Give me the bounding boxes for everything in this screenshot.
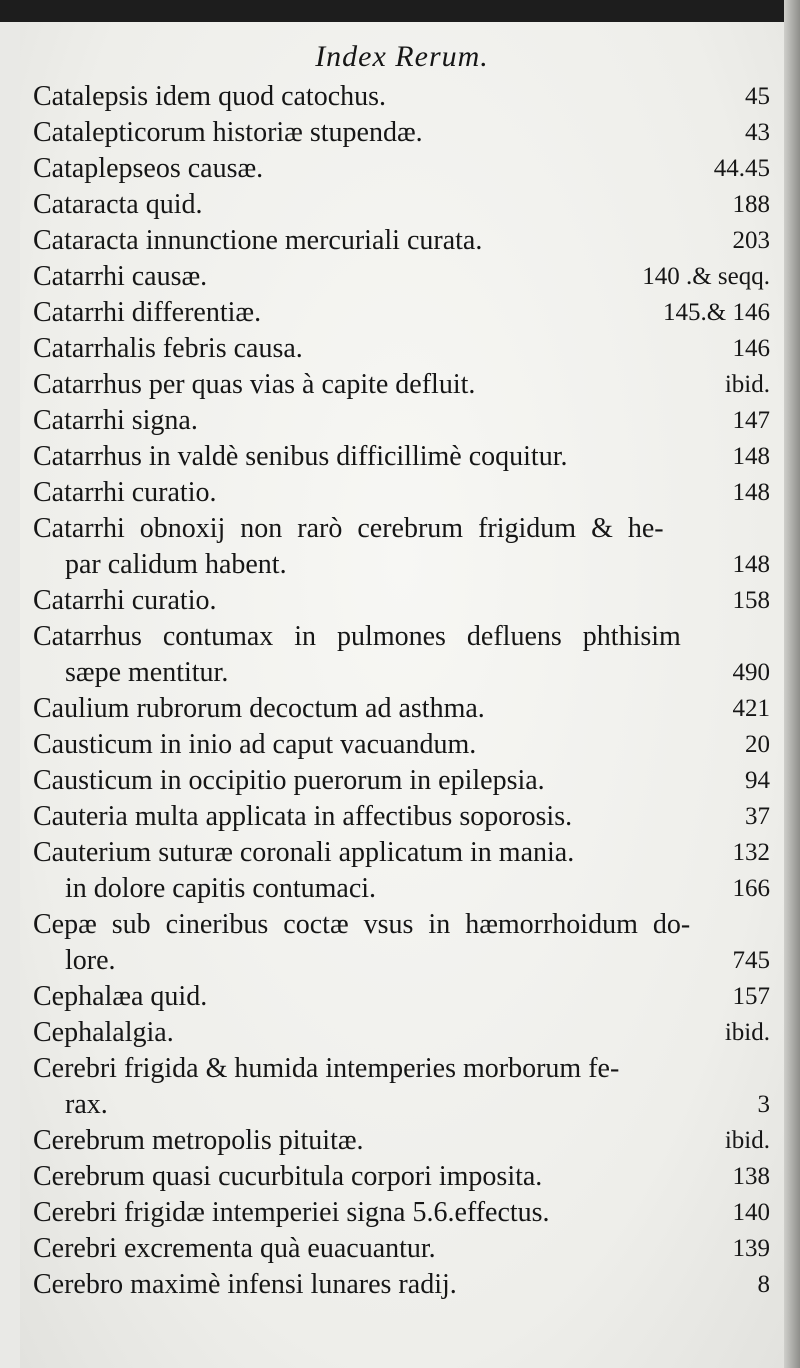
index-entry <box>20 115 784 151</box>
entry-page: 45 <box>745 83 770 110</box>
index-entry <box>20 79 784 115</box>
entry-text: Catarrhalis febris causa. <box>33 333 303 364</box>
entry-page: 94 <box>745 767 770 794</box>
entry-page: ibid. <box>724 1127 770 1154</box>
index-entry-continuation <box>20 1087 784 1123</box>
entry-page: 490 <box>732 659 770 686</box>
entry-text: Cataracta innunctione mercuriali curata. <box>33 225 483 256</box>
index-entry <box>20 835 784 871</box>
index-entry <box>20 295 784 331</box>
index-entry <box>20 259 784 295</box>
index-entry-continuation <box>20 871 784 907</box>
index-entry <box>20 619 784 655</box>
index-entry <box>20 583 784 619</box>
index-entry <box>20 1195 784 1231</box>
index-entry <box>20 1231 784 1267</box>
entry-text: lore. <box>65 945 116 976</box>
entry-page: 203 <box>732 227 770 254</box>
index-entry <box>20 475 784 511</box>
entry-page: 166 <box>732 875 770 902</box>
index-entry <box>20 979 784 1015</box>
index-entry <box>20 1015 784 1051</box>
entry-text: Catarrhi curatio. <box>33 585 217 616</box>
entry-page: 421 <box>732 695 770 722</box>
entry-text: Catarrhus in valdè senibus difficillimè coquitur. <box>33 441 568 472</box>
index-entry-continuation <box>20 943 784 979</box>
index-entry <box>20 1267 784 1303</box>
entry-page: 8 <box>757 1271 770 1298</box>
entry-text: Caulium rubrorum decoctum ad asthma. <box>33 693 485 724</box>
entry-text: Cataracta quid. <box>33 189 203 220</box>
entry-text: Catarrhi obnoxij non rarò cerebrum frigidum & he- <box>33 513 664 544</box>
index-entry <box>20 223 784 259</box>
entry-page: 20 <box>745 731 770 758</box>
entry-text: Catarrhus per quas vias à capite defluit. <box>33 369 476 400</box>
entry-page: 43 <box>745 119 770 146</box>
index-entries <box>20 79 784 1303</box>
index-entry <box>20 331 784 367</box>
index-entry <box>20 799 784 835</box>
entry-text: Catarrhi curatio. <box>33 477 217 508</box>
scan-right-edge <box>784 0 800 1368</box>
index-entry <box>20 403 784 439</box>
entry-text: rax. <box>65 1089 108 1120</box>
entry-text: Causticum in inio ad caput vacuandum. <box>33 729 477 760</box>
entry-page: 140 <box>732 1199 770 1226</box>
entry-text: par calidum habent. <box>65 549 287 580</box>
scan-top-edge <box>0 0 800 22</box>
entry-text: Cauterium suturæ coronali applicatum in mania. <box>33 837 575 868</box>
index-entry <box>20 511 784 547</box>
page-title: Index Rerum. <box>315 40 489 73</box>
entry-page: 139 <box>732 1235 770 1262</box>
entry-text: Cephalalgia. <box>33 1017 174 1048</box>
entry-text: in dolore capitis contumaci. <box>65 873 377 904</box>
entry-page: 132 <box>732 839 770 866</box>
entry-text: Catarrhus contumax in pulmones defluens phthisim <box>33 621 681 652</box>
entry-text: Catarrhi signa. <box>33 405 198 436</box>
entry-text: Cepæ sub cineribus coctæ vsus in hæmorrhoidum do- <box>33 909 691 940</box>
entry-page: 140 .& seqq. <box>642 263 770 290</box>
entry-page: 158 <box>732 587 770 614</box>
index-entry <box>20 907 784 943</box>
entry-text: sæpe mentitur. <box>65 657 229 688</box>
entry-text: Cerebro maximè infensi lunares radij. <box>33 1269 457 1300</box>
entry-page: 146 <box>732 335 770 362</box>
index-entry <box>20 763 784 799</box>
entry-page: 44.45 <box>713 155 770 182</box>
entry-text: Cerebrum quasi cucurbitula corpori imposita. <box>33 1161 543 1192</box>
index-entry-continuation <box>20 547 784 583</box>
index-entry <box>20 691 784 727</box>
index-entry <box>20 439 784 475</box>
entry-page: 37 <box>745 803 770 830</box>
index-entry <box>20 1051 784 1087</box>
entry-page: ibid. <box>724 1019 770 1046</box>
book-page <box>20 22 784 1368</box>
index-entry <box>20 187 784 223</box>
entry-text: Catalepsis idem quod catochus. <box>33 81 387 112</box>
index-entry <box>20 151 784 187</box>
entry-page: 745 <box>732 947 770 974</box>
entry-text: Cerebrum metropolis pituitæ. <box>33 1125 364 1156</box>
entry-page: 138 <box>732 1163 770 1190</box>
entry-page: 3 <box>757 1091 770 1118</box>
index-entry <box>20 727 784 763</box>
entry-page: ibid. <box>724 371 770 398</box>
entry-text: Cauteria multa applicata in affectibus soporosis. <box>33 801 573 832</box>
index-entry <box>20 1159 784 1195</box>
entry-text: Cerebri excrementa quà euacuantur. <box>33 1233 436 1264</box>
entry-page: 148 <box>732 551 770 578</box>
entry-text: Cataplepseos causæ. <box>33 153 264 184</box>
entry-text: Cephalæa quid. <box>33 981 208 1012</box>
index-entry <box>20 367 784 403</box>
entry-page: 148 <box>732 443 770 470</box>
entry-text: Catarrhi differentiæ. <box>33 297 262 328</box>
index-entry <box>20 1123 784 1159</box>
entry-text: Causticum in occipitio puerorum in epilepsia. <box>33 765 545 796</box>
index-entry-continuation <box>20 655 784 691</box>
entry-page: 145.& 146 <box>663 299 770 326</box>
entry-text: Catalepticorum historiæ stupendæ. <box>33 117 423 148</box>
entry-page: 147 <box>732 407 770 434</box>
entry-page: 188 <box>732 191 770 218</box>
entry-text: Cerebri frigida & humida intemperies morborum fe- <box>33 1053 620 1084</box>
entry-page: 148 <box>732 479 770 506</box>
entry-text: Cerebri frigidæ intemperiei signa 5.6.effectus. <box>33 1197 550 1228</box>
entry-text: Catarrhi causæ. <box>33 261 208 292</box>
entry-page: 157 <box>732 983 770 1010</box>
